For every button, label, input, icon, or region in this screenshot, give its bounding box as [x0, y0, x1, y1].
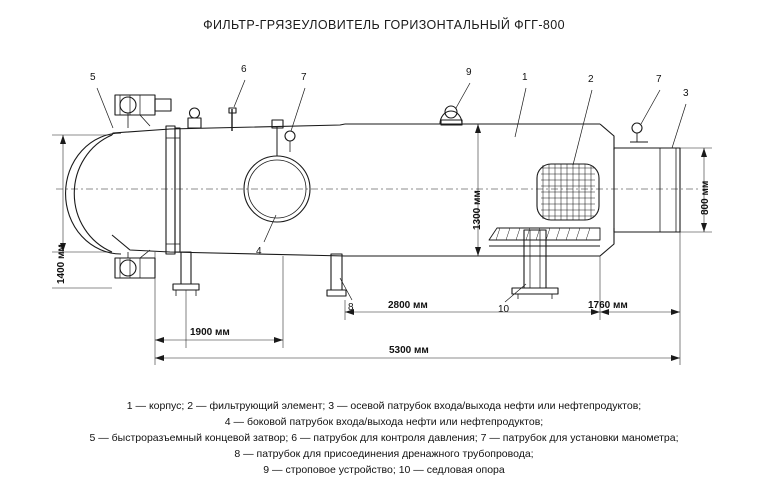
callout-3: 3	[683, 88, 689, 99]
dimension-length-2800: 2800 мм	[388, 300, 428, 311]
callout-2: 2	[588, 74, 594, 85]
callout-6: 6	[241, 64, 247, 75]
dimension-length-total: 5300 мм	[389, 345, 429, 356]
dimension-length-1900: 1900 мм	[190, 327, 230, 338]
legend-line-1: 1 — корпус; 2 — фильтрующий элемент; 3 — осевой патрубок входа/выхода нефти или нефтепродуктов;	[126, 400, 642, 412]
callout-1: 1	[522, 72, 528, 83]
page-title: ФИЛЬТР-ГРЯЗЕУЛОВИТЕЛЬ ГОРИЗОНТАЛЬНЫЙ ФГГ-800	[203, 18, 565, 32]
callout-9: 9	[466, 67, 472, 78]
callout-4: 4	[256, 246, 262, 257]
legend	[0, 398, 768, 478]
callout-10: 10	[498, 304, 510, 315]
dimension-height-mid: 1300 мм	[472, 190, 483, 230]
dimension-height-left: 1400 мм	[56, 244, 67, 284]
callout-8: 8	[348, 302, 354, 313]
legend-line-3: 5 — быстроразъемный концевой затвор; 6 — патрубок для контроля давления; 7 — патрубок для установки манометра;	[89, 432, 679, 444]
legend-line-4: 8 — патрубок для присоединения дренажного трубопровода;	[234, 448, 534, 460]
dimension-length-1760: 1760 мм	[588, 300, 628, 311]
dimension-height-right: 800 мм	[700, 180, 711, 215]
callout-7-right: 7	[656, 74, 662, 85]
legend-line-5: 9 — стропoвое устройство; 10 — седловая опора	[263, 464, 505, 476]
legend-line-2: 4 — боковой патрубок входа/выхода нефти или нефтепродуктов;	[224, 416, 544, 428]
callout-5: 5	[90, 72, 96, 83]
callout-7-left: 7	[301, 72, 307, 83]
